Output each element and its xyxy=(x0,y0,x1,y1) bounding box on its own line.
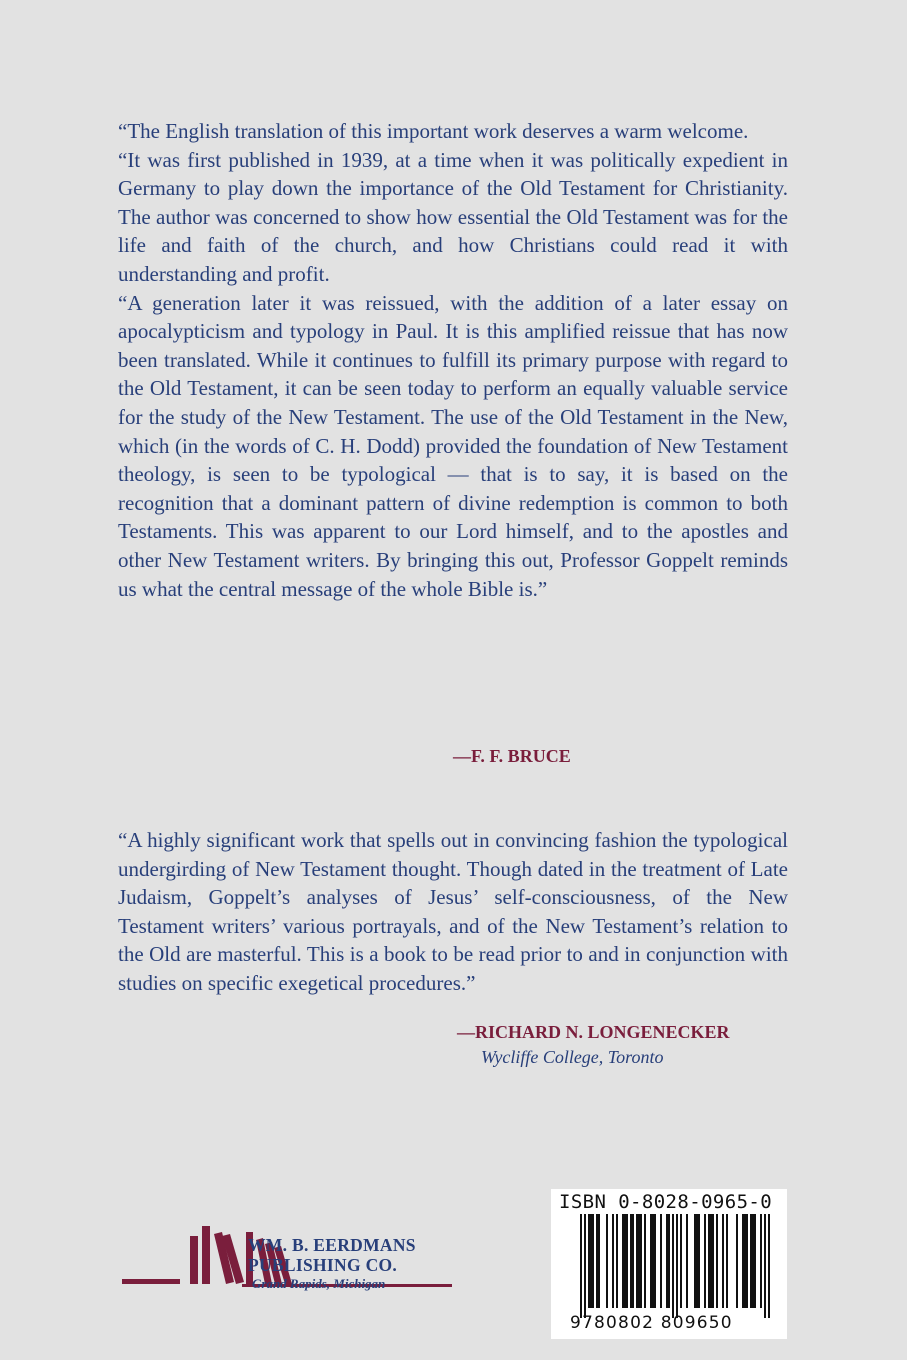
quote-bruce-paragraph-1: “The English translation of this important work deserves a warm welcome. xyxy=(118,119,749,143)
barcode-bar xyxy=(650,1214,652,1308)
barcode-bar xyxy=(638,1214,640,1308)
ean-first-digit: 9 xyxy=(570,1313,581,1333)
barcode-bar xyxy=(666,1214,668,1308)
barcode-bar xyxy=(616,1214,618,1308)
barcode-bar xyxy=(624,1214,626,1308)
barcode-bar xyxy=(754,1214,756,1308)
barcode-bar xyxy=(708,1214,710,1308)
isbn-label: ISBN 0-8028-0965-0 xyxy=(559,1191,773,1213)
barcode-bar xyxy=(584,1214,586,1318)
barcode-bar xyxy=(626,1214,628,1308)
barcode-bar xyxy=(712,1214,714,1308)
barcode-bar xyxy=(630,1214,632,1308)
barcode-bar xyxy=(592,1214,594,1308)
barcode-bar xyxy=(612,1214,614,1308)
barcode-bar xyxy=(698,1214,700,1308)
barcode-bar xyxy=(746,1214,748,1308)
barcode-bar xyxy=(622,1214,624,1308)
barcode-bar xyxy=(652,1214,654,1308)
barcode-bar xyxy=(636,1214,638,1308)
attribution-bruce: —F. F. BRUCE xyxy=(453,746,571,766)
barcode-bar xyxy=(676,1214,678,1318)
barcode-bar xyxy=(640,1214,642,1308)
barcode-bar xyxy=(750,1214,752,1308)
barcode-bar xyxy=(672,1214,674,1318)
barcode-bar xyxy=(764,1214,766,1318)
attribution-longenecker: —RICHARD N. LONGENECKER xyxy=(457,1022,730,1042)
barcode-bar xyxy=(722,1214,724,1308)
barcode-bar xyxy=(598,1214,600,1308)
quote-bruce-paragraph-3: “A generation later it was reissued, with the addition of a later essay on apocalypticism and typology in Paul. It is this amplified reissue that has now been translated. While it continues to fulfill its primary purpose with regard to the Old Testament, it can be seen today to perform an equally valuable service for the study of the New Testament. The use of the Old Testament in the New, which (in the words of C. H. Dodd) provided the foundation of New Testament theology, is seen to be typological — that is to say, it is based on the recognition that a dominant pattern of divine redemption is common to both Testaments. This was apparent to our Lord himself, and to the apostles and other New Testament writers. By bringing this out, Professor Goppelt reminds us what the central message of the whole Bible is.” xyxy=(118,290,788,601)
barcode-bar xyxy=(632,1214,634,1308)
publisher-name-line2: PUBLISHING CO. xyxy=(248,1255,398,1275)
quote-longenecker xyxy=(118,826,788,998)
barcode-icon xyxy=(568,1214,780,1318)
publisher-name-line1: WM. B. EERDMANS xyxy=(248,1235,416,1255)
barcode-bar xyxy=(590,1214,592,1308)
attribution-affiliation: Wycliffe College, Toronto xyxy=(481,1047,664,1067)
quote-bruce-paragraph-2: “It was first published in 1939, at a time when it was politically expedient in Germany to play down the importance of the Old Testament for Christianity. The author was concerned to show how essential the Old Testament was for the life and faith of the church, and how Christians could read it with understanding and profit. xyxy=(118,147,788,286)
barcode-bar xyxy=(736,1214,738,1308)
quote-bruce xyxy=(118,117,788,603)
barcode-bar xyxy=(686,1214,688,1308)
barcode-bar xyxy=(742,1214,744,1308)
barcode-bar xyxy=(606,1214,608,1308)
barcode-bar xyxy=(760,1214,762,1308)
barcode-bar xyxy=(726,1214,728,1308)
barcode-bar xyxy=(710,1214,712,1308)
barcode-bar xyxy=(716,1214,718,1308)
barcode-bar xyxy=(680,1214,682,1308)
barcode-bar xyxy=(644,1214,646,1308)
barcode-bar xyxy=(588,1214,590,1308)
barcode-bar xyxy=(660,1214,662,1308)
publisher-location: Grand Rapids, Michigan xyxy=(252,1276,386,1291)
barcode-bar xyxy=(694,1214,696,1308)
barcode-bar xyxy=(696,1214,698,1308)
barcode-bar xyxy=(744,1214,746,1308)
quote-longenecker-text: “A highly significant work that spells out in convincing fashion the typological undergirding of New Testament thought. Though dated in the treatment of Late Judaism, Goppelt’s analyses of Jesus’ self-consciousness, of the New Testament writers’ various portrayals, and of the New Testament’s relation to the Old are masterful. This is a book to be read prior to and in conjunction with studies on specific exegetical procedures.” xyxy=(118,828,788,995)
barcode-bar xyxy=(654,1214,656,1308)
barcode-bar xyxy=(668,1214,670,1308)
barcode-bar xyxy=(752,1214,754,1308)
ean-remaining-digits: 780802 809650 xyxy=(582,1313,733,1333)
barcode-bar xyxy=(580,1214,582,1318)
barcode-bar xyxy=(704,1214,706,1308)
barcode-bar xyxy=(768,1214,770,1318)
barcode-bar xyxy=(596,1214,598,1308)
